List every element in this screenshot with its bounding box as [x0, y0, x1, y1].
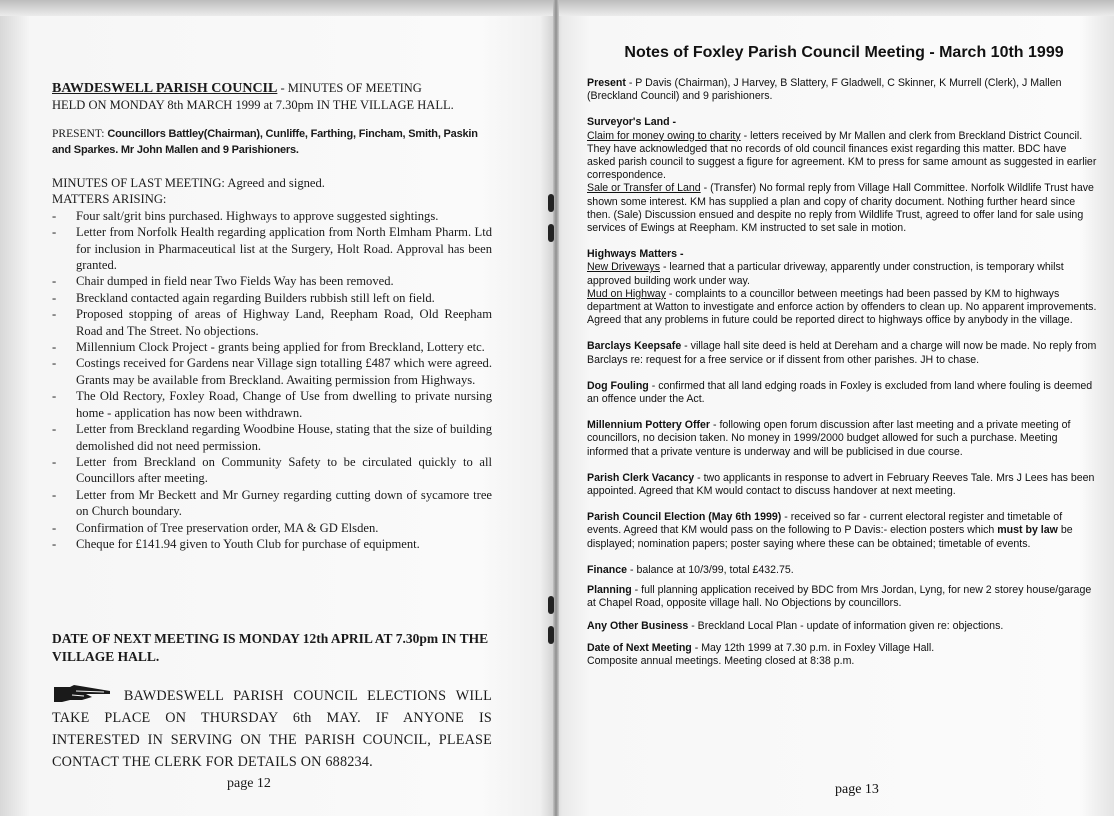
clerk-vacancy-paragraph: Parish Clerk Vacancy - two applicants in response to advert in February Reeves Tale. Mrs J Lees has been appointed. Agreed that KM would contact to discuss handover at next meeting. — [587, 471, 1095, 498]
dog-fouling-paragraph: Dog Fouling - confirmed that all land edging roads in Foxley is excluded from land where fouling is deemed an offence under the Act. — [587, 379, 1093, 406]
highways-heading: Highways Matters - — [587, 248, 684, 261]
page-number: page 13 — [835, 782, 879, 797]
list-item: - The Old Rectory, Foxley Road, Change of Use from dwelling to private nursing home - application has now been withdrawn. — [52, 389, 492, 420]
list-item: - Letter from Norfolk Health regarding application from North Elmham Pharm. Ltd for inclusion in Pharmaceutical list at the Surgery, Holt Road. Approval has been granted. — [52, 225, 492, 273]
planning-paragraph: Planning - full planning application received by BDC from Mrs Jordan, Lyng, for new 2 storey house/garage at Chapel Road, opposite village hall. No Objections by councillors. — [587, 584, 1092, 610]
present-names: Councillors Battley(Chairman), Cunliffe, Farthing, Fincham, Smith, Paskin and Sparkes. Mr John Mallen and 9 Parishioners. — [52, 128, 478, 156]
pottery-paragraph: Millennium Pottery Offer - following open forum discussion after last meeting and a private meeting of councillors, no decision taken. No money in 1999/2000 budget allowed for such a purchase. Meeting informed that a private venture is underway and will be publicised in due course. — [587, 419, 1071, 458]
next-meeting-notice: DATE OF NEXT MEETING IS MONDAY 12th APRIL AT 7.30pm IN THE VILLAGE HALL. — [52, 631, 489, 664]
list-item: - Chair dumped in field near Two Fields Way has been removed. — [52, 274, 394, 289]
list-item: - Letter from Breckland on Community Safety to be circulated quickly to all Councillors after meeting. — [52, 454, 492, 486]
left-page — [0, 0, 553, 816]
elections-notice — [52, 683, 492, 773]
mud-paragraph: Mud on Highway - complaints to a councillor between meetings had been passed by KM to highways department at Watton to investigate and enforce action by offenders to clean up. No apparent improvements. Agreed that any problems in future could be reported direct to highways office by anybody in the village. — [587, 287, 1097, 327]
council-name: BAWDESWELL PARISH COUNCIL — [52, 81, 278, 96]
matters-heading: MATTERS ARISING: — [52, 192, 167, 207]
surveyors-heading: Surveyor's Land - — [587, 116, 677, 129]
header-meeting-line: HELD ON MONDAY 8th MARCH 1999 at 7.30pm IN THE VILLAGE HALL. — [52, 98, 454, 112]
list-item: - Confirmation of Tree preservation order, MA & GD Elsden. — [52, 520, 379, 535]
list-item: - Millennium Clock Project - grants being applied for from Breckland, Lottery etc. — [52, 340, 485, 355]
notes-body — [587, 77, 1097, 668]
present-label: PRESENT: — [52, 128, 105, 140]
present-paragraph: Present - P Davis (Chairman), J Harvey, B Slattery, F Gladwell, C Skinner, K Murrell (Clerk), J Mallen (Breckland Council) and 9 parishioners. — [587, 77, 1062, 103]
list-item: - Letter from Mr Beckett and Mr Gurney regarding cutting down of sycamore tree on Church boundary. — [52, 487, 492, 519]
elections-text: BAWDESWELL PARISH COUNCIL ELECTIONS WILL TAKE PLACE ON THURSDAY 6th MAY. IF ANYONE IS INTERESTED IN SERVING ON THE PARISH COUNCIL, PLEASE CONTACT THE CLERK FOR DETAILS ON 688234. — [52, 688, 492, 770]
sale-paragraph: Sale or Transfer of Land - (Transfer) No formal reply from Village Hall Committee. Norfolk Wildlife Trust have shown some interest. KM has supplied a plan and copy of charity document. Nothing further heard since then. (Sale) Discussion ensued and despite no reply from Wildlife Trust, agreed to offer land for sale using services of Ewings at Reepham. KM instructed to set sale in motion. — [587, 182, 1094, 235]
driveways-paragraph: New Driveways - learned that a particular driveway, apparently under construction, is temporary whilst approved building work under way. — [587, 261, 1064, 287]
list-item: - Proposed stopping of areas of Highway Land, Reepham Road, Old Reepham Road and The Street. No objections. — [52, 307, 492, 338]
matters-list — [52, 208, 492, 553]
closing-line: Composite annual meetings. Meeting closed at 8:38 p.m. — [587, 654, 855, 667]
list-item: - Letter from Breckland regarding Woodbine House, stating that the size of building demolished did not need permission. — [52, 422, 492, 453]
present-block — [52, 126, 482, 158]
claim-paragraph: Claim for money owing to charity - letters received by Mr Mallen and clerk from Breckland District Council. They have acknowledged that no records of old council finances exist regarding this matter. BDC have asked parish council to suggest a figure for agreement. KM to press for same amount as suggested in earlier correspondence. — [587, 129, 1097, 182]
minutes-body — [52, 175, 492, 552]
election-paragraph: Parish Council Election (May 6th 1999) - received so far - current electoral register and timetable of events. Agreed that KM would pass on the following to P Davis:- election posters which must by law be displayed; nomination papers; poster saying where these can be obtained; timetable of events. — [587, 511, 1073, 550]
minutes-header — [52, 80, 482, 114]
next-meeting-paragraph: Date of Next Meeting - May 12th 1999 at 7.30 p.m. in Foxley Village Hall. — [587, 641, 935, 654]
notes-title: Notes of Foxley Parish Council Meeting - March 10th 1999 — [624, 44, 1064, 61]
minutes-of-last-meeting: MINUTES OF LAST MEETING: Agreed and signed. — [52, 176, 325, 190]
list-item: - Cheque for £141.94 given to Youth Club for purchase of equipment. — [52, 536, 420, 551]
pointing-hand-icon — [52, 683, 114, 703]
aob-paragraph: Any Other Business - Breckland Local Plan - update of information given re: objections. — [587, 619, 1004, 632]
header-suffix: - MINUTES OF MEETING — [280, 81, 422, 95]
list-item: - Breckland contacted again regarding Builders rubbish still left on field. — [52, 290, 435, 305]
page-number: page 12 — [227, 776, 271, 791]
list-item: - Four salt/grit bins purchased. Highways to approve suggested sightings. — [52, 208, 439, 223]
list-item: - Costings received for Gardens near Village sign totalling £487 which were agreed. Grants may be available from Breckland. Awaiting permission from Highways. — [52, 356, 492, 387]
finance-paragraph: Finance - balance at 10/3/99, total £432.75. — [587, 563, 794, 576]
right-page — [559, 0, 1114, 816]
barclays-paragraph: Barclays Keepsafe - village hall site deed is held at Dereham and a charge will now be made. No reply from Barclays re: request for a free service or if dissent from other parishes. JH to chase. — [587, 340, 1097, 366]
